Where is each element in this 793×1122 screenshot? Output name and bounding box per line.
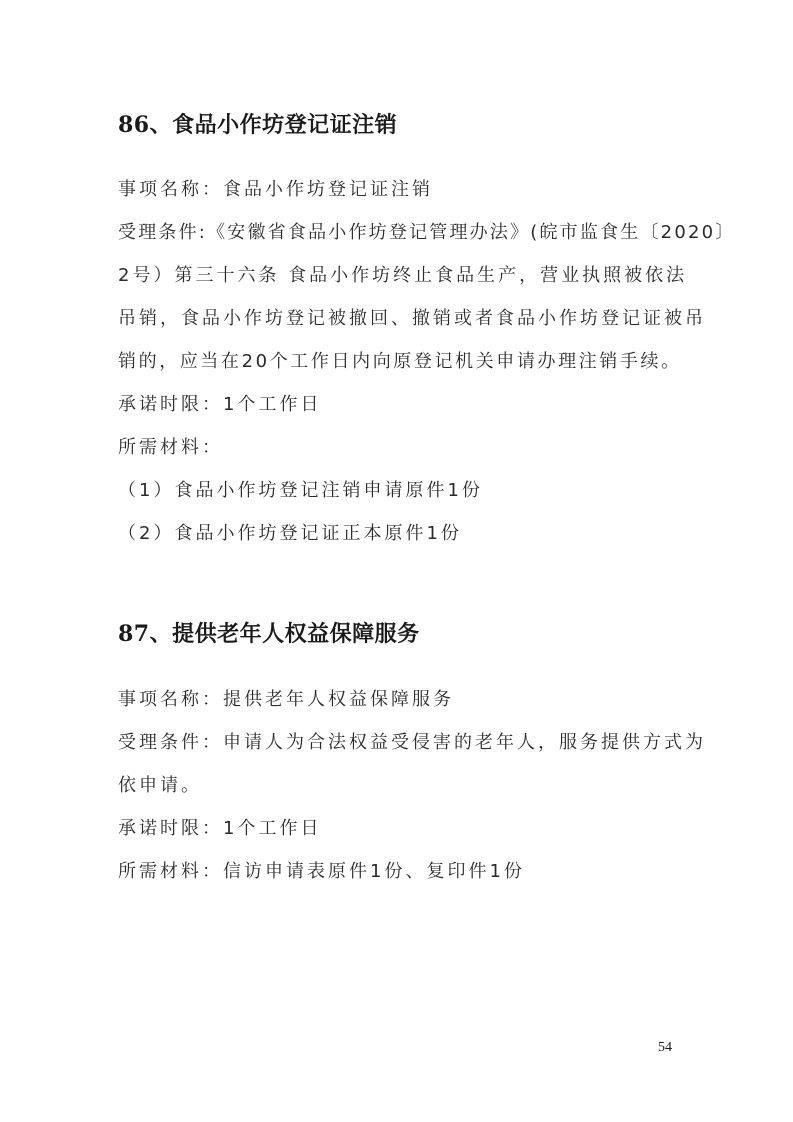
section-87-conditions-line-2: 依申请。 [118,775,202,796]
page-number: 54 [658,1040,672,1055]
section-87-conditions-line-1: 受理条件：申请人为合法权益受侵害的老年人，服务提供方式为 [118,732,706,753]
section-86-conditions-line-4: 销的，应当在20个工作日内向原登记机关申请办理注销手续。 [118,351,682,372]
section-86-material-1: （1）食品小作坊登记注销申请原件1份 [118,480,483,501]
section-87-time-limit: 承诺时限：1个工作日 [118,818,322,839]
section-86-conditions-line-2: 2号）第三十六条 食品小作坊终止食品生产，营业执照被依法 [118,265,688,286]
section-87-item-name: 事项名称：提供老年人权益保障服务 [118,689,454,710]
section-86-time-limit: 承诺时限：1个工作日 [118,394,322,415]
section-86-conditions-line-3: 吊销，食品小作坊登记被撤回、撤销或者食品小作坊登记证被吊 [118,308,706,329]
section-86-materials-label: 所需材料： [118,437,223,458]
section-86-material-2: （2）食品小作坊登记证正本原件1份 [118,523,462,544]
section-87-materials: 所需材料：信访申请表原件1份、复印件1份 [118,861,525,882]
section-86-title: 86、食品小作坊登记证注销 [118,112,398,138]
section-86-conditions-line-1: 受理条件:《安徽省食品小作坊登记管理办法》(皖市监食生〔2020〕 [118,222,736,243]
section-86-item-name: 事项名称：食品小作坊登记证注销 [118,179,433,200]
section-87-title: 87、提供老年人权益保障服务 [118,621,420,647]
